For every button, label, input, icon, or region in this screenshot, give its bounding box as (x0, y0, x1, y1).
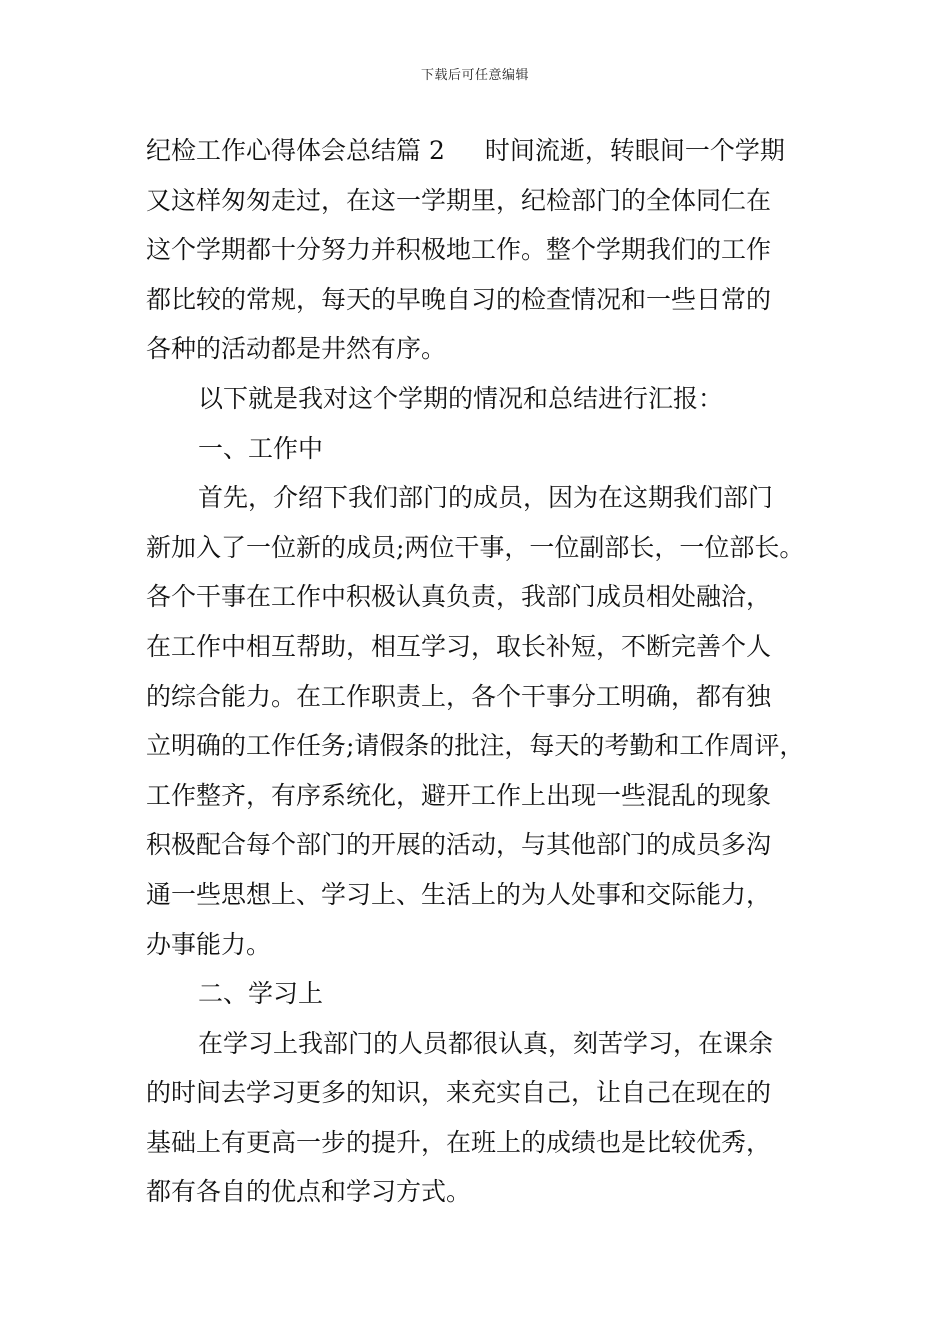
section-heading-study: 二、学习上 (198, 979, 324, 1009)
text-line-17: 办事能力。 (146, 929, 272, 959)
text-line-13: 立明确的工作任务;请假条的批注，每天的考勤和工作周评， (146, 731, 805, 761)
section-heading-work: 一、工作中 (198, 433, 324, 463)
text-line-9: 新加入了一位新的成员;两位干事，一位副部长，一位部长。 (146, 532, 805, 562)
text-line-15: 积极配合每个部门的开展的活动，与其他部门的成员多沟 (146, 830, 772, 860)
paragraph-1-start: 时间流逝，转眼间一个学期 (484, 136, 785, 165)
text-line-8: 首先，介绍下我们部门的成员，因为在这期我们部门 (198, 483, 774, 513)
text-line-1 (146, 126, 826, 176)
document-title: 纪检工作心得体会总结篇 2 (146, 136, 445, 165)
page-header-note: 下载后可任意编辑 (420, 68, 529, 83)
text-line-6: 以下就是我对这个学期的情况和总结进行汇报： (198, 383, 724, 413)
text-line-11: 在工作中相互帮助，相互学习，取长补短，不断完善个人 (146, 631, 772, 661)
text-line-22: 都有各自的优点和学习方式。 (146, 1177, 472, 1207)
text-line-19: 在学习上我部门的人员都很认真，刻苦学习，在课余 (198, 1028, 774, 1058)
text-line-3: 这个学期都十分努力并积极地工作。整个学期我们的工作 (146, 235, 772, 265)
document-body (146, 126, 826, 1217)
text-line-12: 的综合能力。在工作职责上，各个干事分工明确，都有独 (146, 681, 772, 711)
text-line-4: 都比较的常规，每天的早晚自习的检查情况和一些日常的 (146, 284, 772, 314)
text-line-14: 工作整齐，有序系统化，避开工作上出现一些混乱的现象 (146, 780, 772, 810)
text-line-20: 的时间去学习更多的知识，来充实自己，让自己在现在的 (146, 1078, 772, 1108)
text-line-5: 各种的活动都是井然有序。 (146, 334, 447, 364)
text-line-2: 又这样匆匆走过，在这一学期里，纪检部门的全体同仁在 (146, 185, 772, 215)
text-line-21: 基础上有更高一步的提升，在班上的成绩也是比较优秀， (146, 1127, 772, 1157)
text-line-16: 通一些思想上、学习上、生活上的为人处事和交际能力， (146, 879, 772, 909)
text-line-10: 各个干事在工作中积极认真负责，我部门成员相处融洽， (146, 582, 772, 612)
